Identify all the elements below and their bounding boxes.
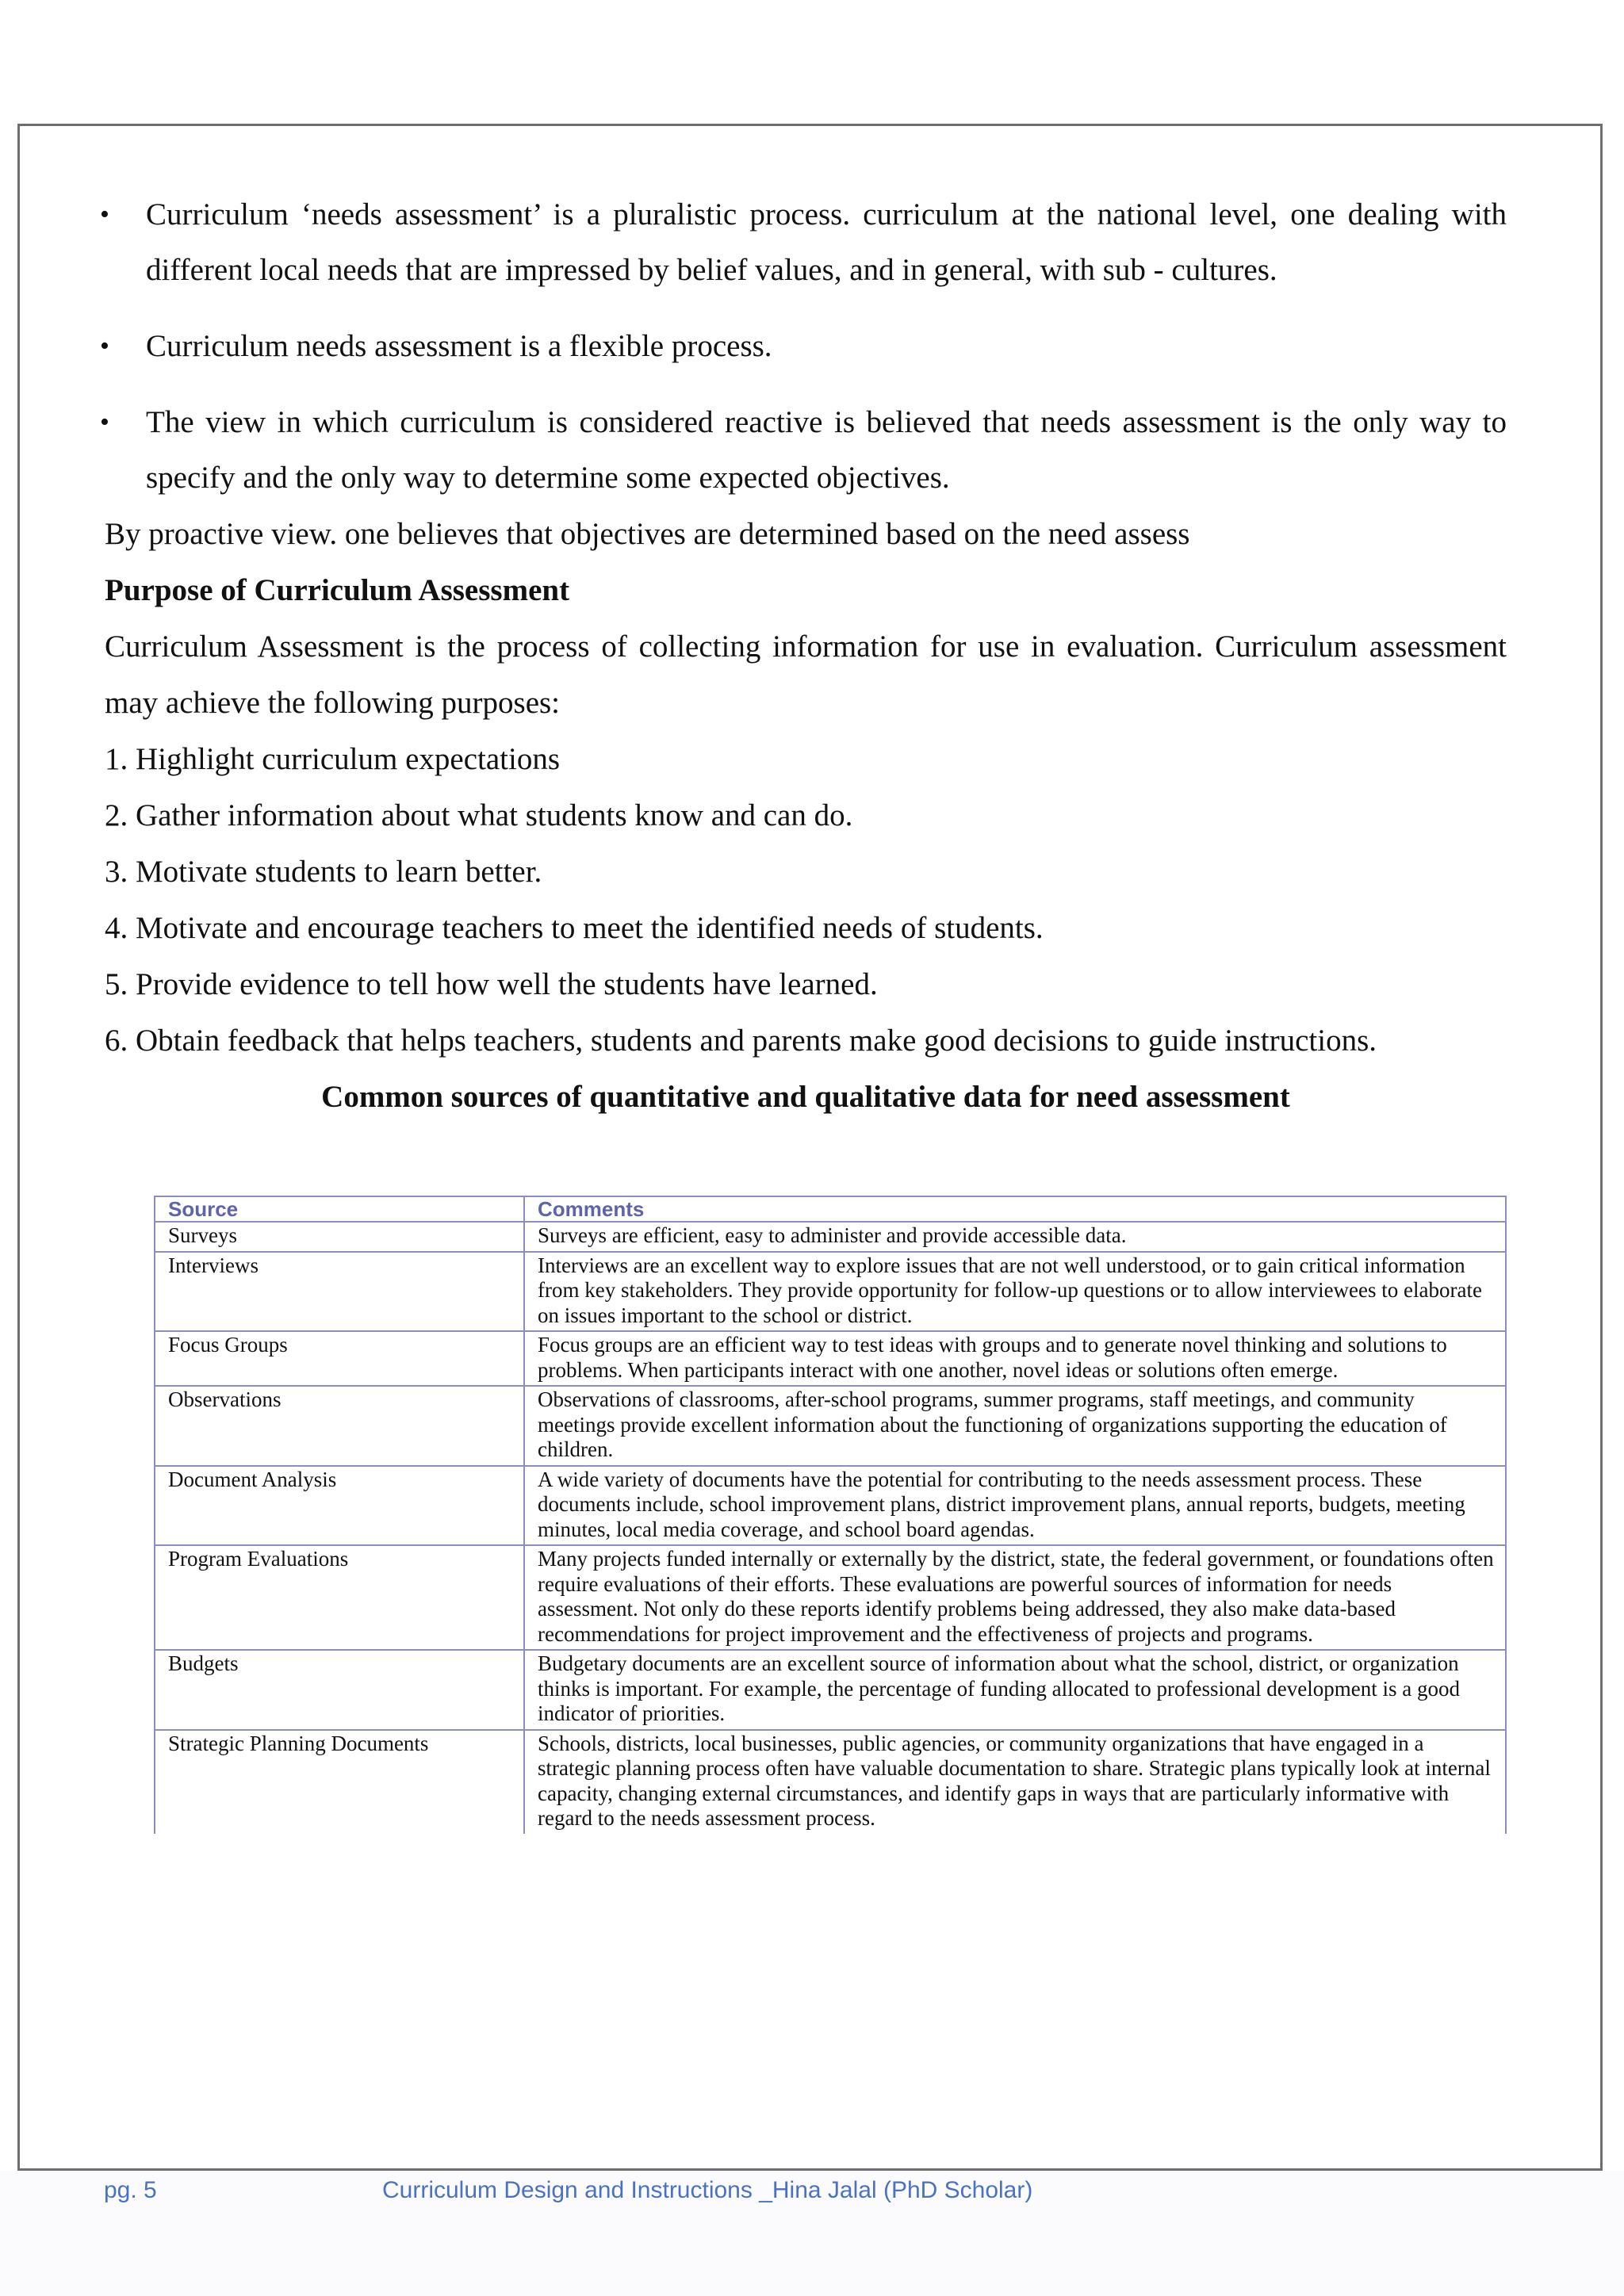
purpose-item: 2. Gather information about what students know and can do. — [105, 798, 853, 832]
table-row — [155, 1650, 1506, 1730]
purpose-item: 5. Provide evidence to tell how well the students have learned. — [105, 967, 878, 1001]
table-row — [155, 1730, 1506, 1834]
table-caption: Common sources of quantitative and qualitative data for need assessment — [321, 1080, 1290, 1114]
header-comments: Comments — [524, 1196, 1506, 1222]
source-cell: Program Evaluations — [155, 1545, 524, 1650]
bullet-item: • Curriculum needs assessment is a flexible process. — [105, 319, 1507, 374]
bullet-item: • Curriculum ‘needs assessment’ is a pluralistic process. curriculum at the national level, one dealing with different local needs that are impressed by belief values, and in general, with sub - cultures. — [105, 187, 1507, 298]
intro-paragraph: Curriculum Assessment is the process of collecting information for use in evaluation. Curriculum assessment may achieve the following purposes: — [105, 629, 1507, 720]
comment-cell: Interviews are an excellent way to explore issues that are not well understood, or to gain critical information from key stakeholders. They provide opportunity for follow-up questions or to allow interviewees to elaborate on issues important to the school or district. — [524, 1252, 1506, 1332]
source-cell: Strategic Planning Documents — [155, 1730, 524, 1834]
source-cell: Surveys — [155, 1222, 524, 1252]
comment-cell: Budgetary documents are an excellent source of information about what the school, district, or organization thinks is important. For example, the percentage of funding allocated to professional development is a good indicator of priorities. — [524, 1650, 1506, 1730]
bullet-icon: • — [100, 331, 109, 361]
table-row — [155, 1252, 1506, 1332]
comment-cell: A wide variety of documents have the potential for contributing to the needs assessment process. These documents include, school improvement plans, district improvement plans, annual reports, budgets, meeting minutes, local media coverage, and school board agendas. — [524, 1466, 1506, 1546]
footer-title: Curriculum Design and Instructions _Hina Jalal (PhD Scholar) — [382, 2177, 1033, 2203]
page-footer — [0, 2171, 1624, 2296]
source-cell: Budgets — [155, 1650, 524, 1730]
table-row — [155, 1545, 1506, 1650]
source-cell: Observations — [155, 1386, 524, 1466]
table-row — [155, 1331, 1506, 1386]
sources-table-wrapper — [154, 1196, 1507, 1834]
proactive-paragraph: By proactive view. one believes that objectives are determined based on the need assess — [105, 517, 1190, 551]
bullet-list — [100, 187, 1507, 506]
sources-table — [154, 1196, 1507, 1834]
table-row — [155, 1386, 1506, 1466]
table-row — [155, 1222, 1506, 1252]
purpose-item: 1. Highlight curriculum expectations — [105, 742, 561, 776]
source-cell: Focus Groups — [155, 1331, 524, 1386]
bullet-item: • The view in which curriculum is considered reactive is believed that needs assessment is the only way to specify and the only way to determine some expected objectives. — [105, 395, 1507, 506]
purpose-item: 4. Motivate and encourage teachers to meet the identified needs of students. — [105, 911, 1044, 945]
page-content — [100, 187, 1507, 1125]
source-cell: Document Analysis — [155, 1466, 524, 1546]
header-source: Source — [155, 1196, 524, 1222]
bullet-icon: • — [100, 408, 109, 437]
comment-cell: Schools, districts, local businesses, public agencies, or community organizations that have engaged in a strategic planning process often have valuable documentation to share. Strategic plans typically look at internal capacity, changing external circumstances, and identify gaps in ways that are particularly informative with regard to the needs assessment process. — [524, 1730, 1506, 1834]
table-row — [155, 1466, 1506, 1546]
table-header-row — [155, 1196, 1506, 1222]
comment-cell: Many projects funded internally or externally by the district, state, the federal government, or foundations often require evaluations of their efforts. These evaluations are powerful sources of information for needs assessment. Not only do these reports identify problems being addressed, they also make data-based recommendations for project improvement and the effectiveness of projects and programs. — [524, 1545, 1506, 1650]
purpose-item: 3. Motivate students to learn better. — [105, 855, 542, 889]
comment-cell: Focus groups are an efficient way to test ideas with groups and to generate novel thinking and solutions to problems. When participants interact with one another, novel ideas or solutions often emerge. — [524, 1331, 1506, 1386]
section-heading: Purpose of Curriculum Assessment — [105, 573, 570, 607]
comment-cell: Observations of classrooms, after-school programs, summer programs, staff meetings, and community meetings provide excellent information about the functioning of organizations supporting the education of children. — [524, 1386, 1506, 1466]
page-number: pg. 5 — [104, 2177, 157, 2203]
comment-cell: Surveys are efficient, easy to administer and provide accessible data. — [524, 1222, 1506, 1252]
purpose-item: 6. Obtain feedback that helps teachers, students and parents make good decisions to guide instructions. — [105, 1024, 1377, 1058]
bullet-icon: • — [100, 200, 109, 229]
source-cell: Interviews — [155, 1252, 524, 1332]
